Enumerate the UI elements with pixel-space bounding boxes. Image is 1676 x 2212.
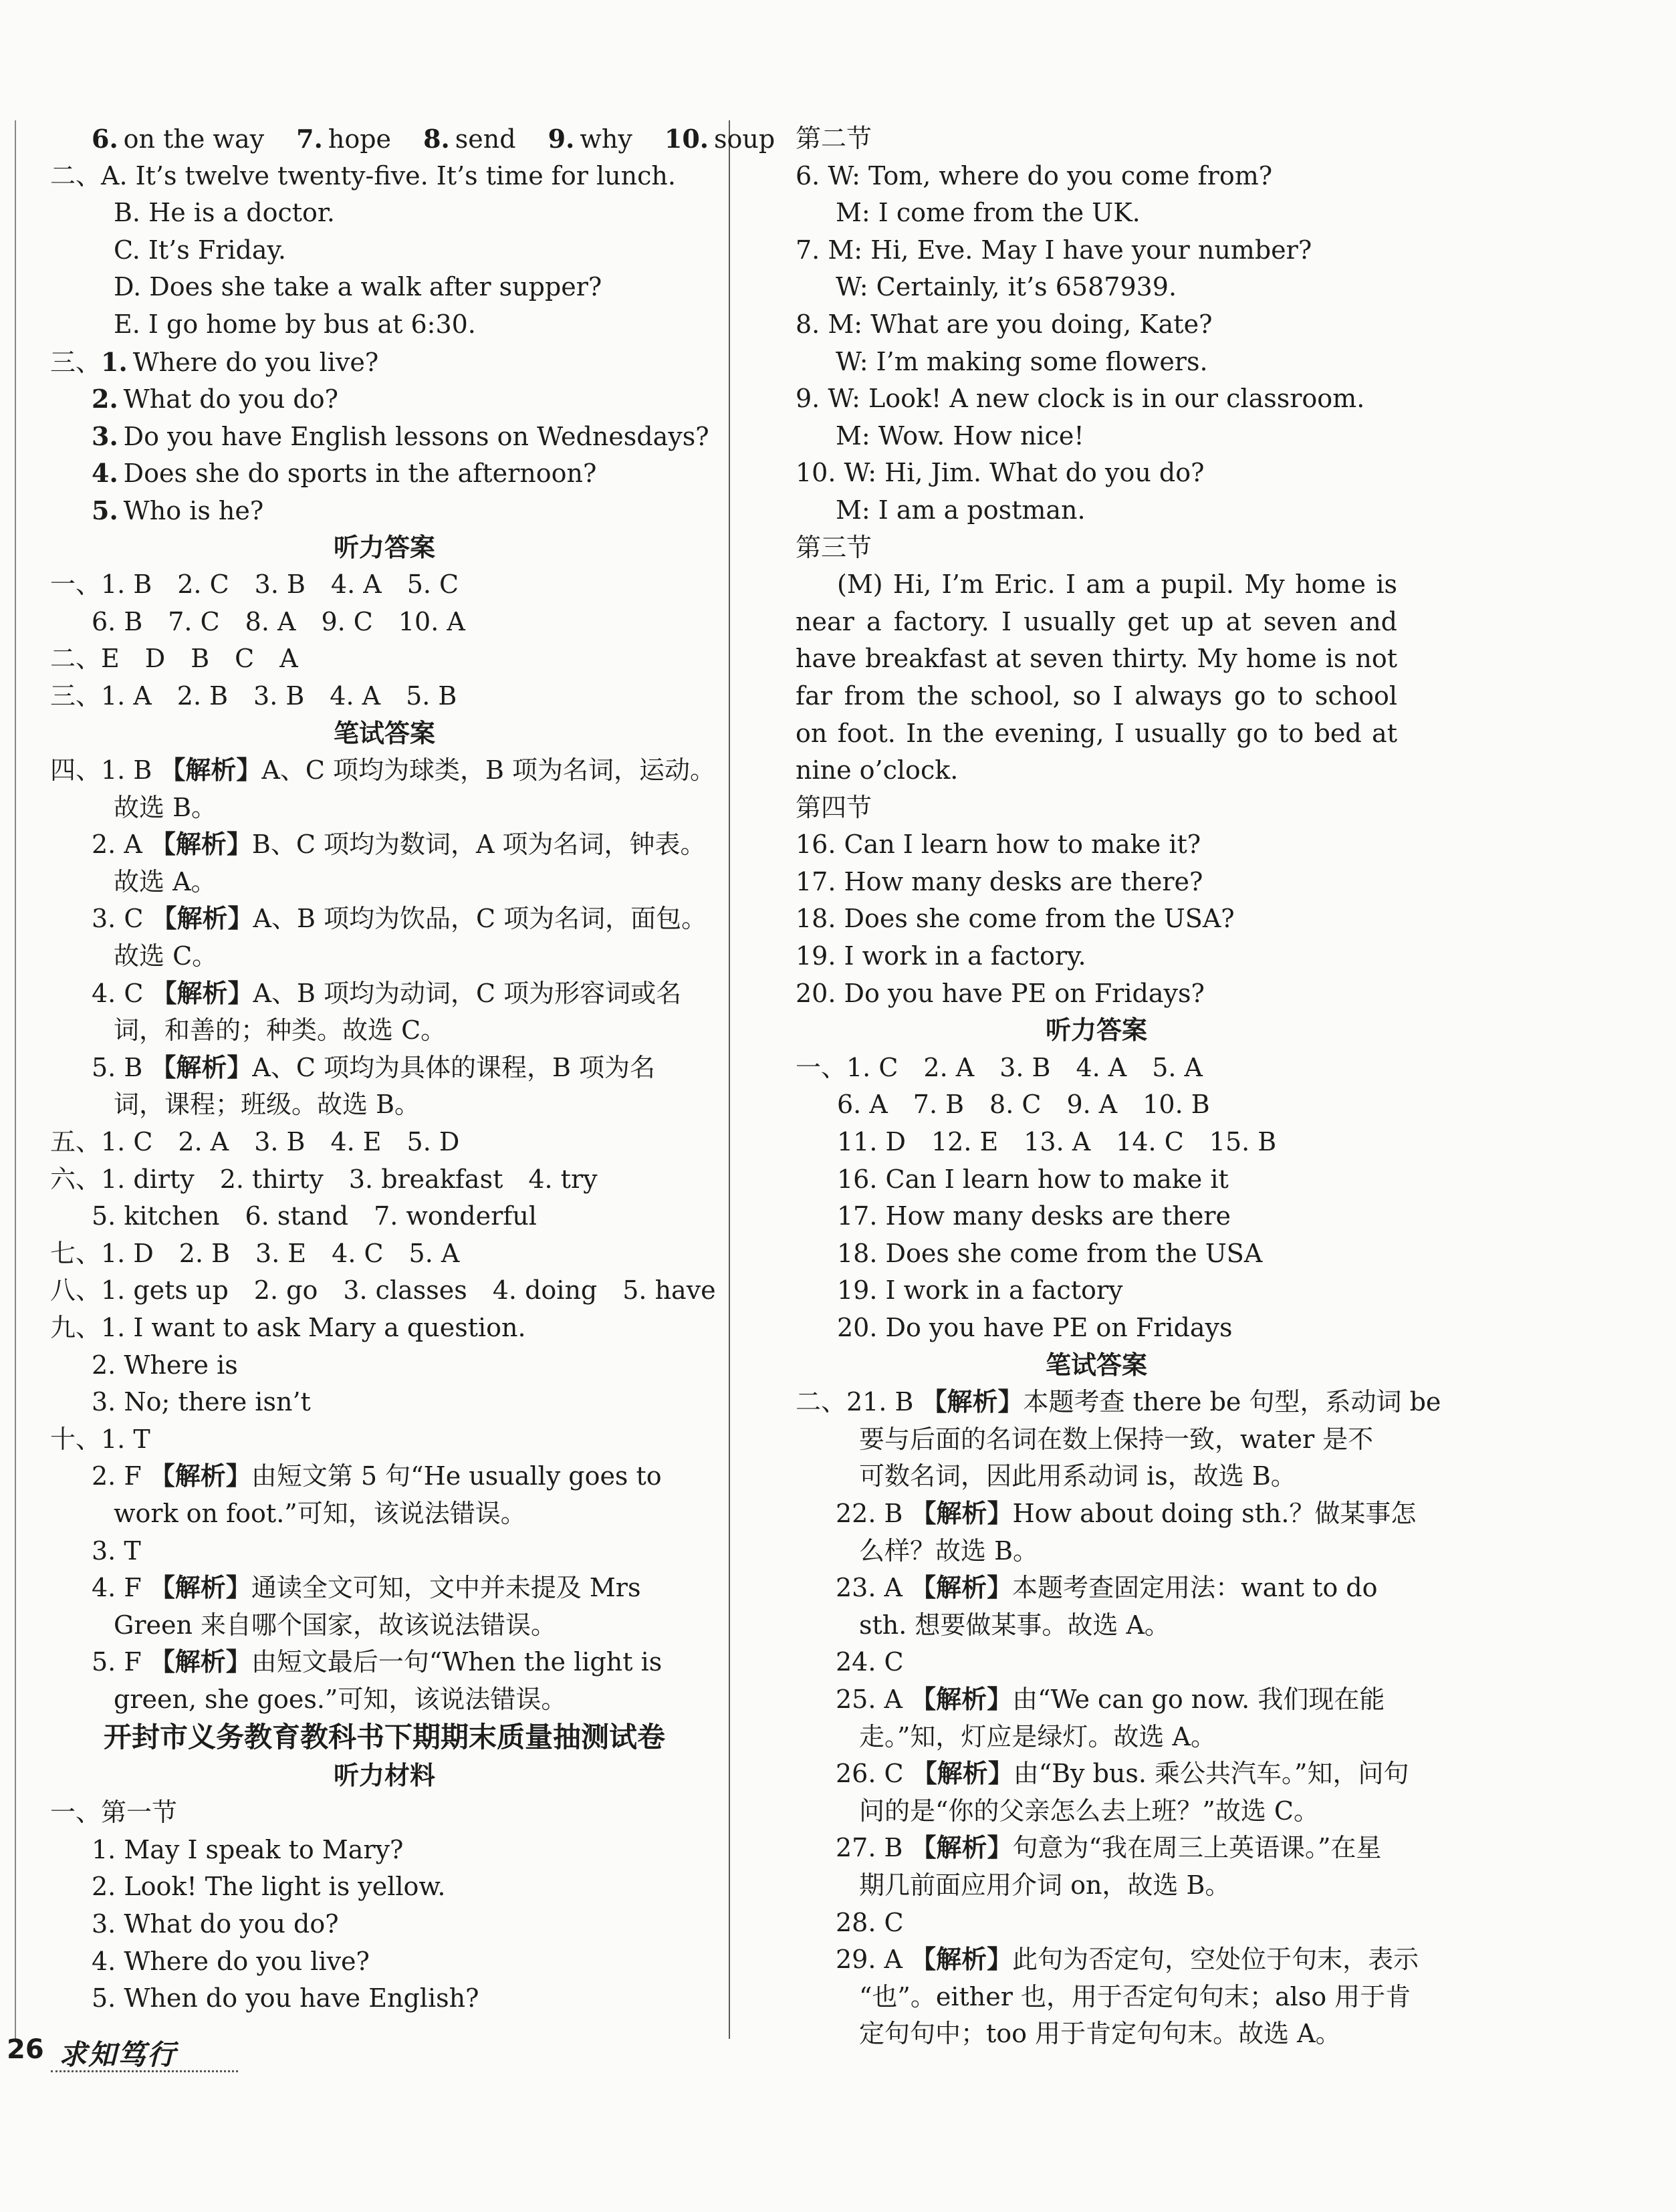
answer-line: B. He is a doctor.: [114, 198, 335, 228]
answer-line: 可数名词，因此用系动词 is，故选 B。: [859, 1461, 1296, 1491]
answer-line: 5. kitchen 6. stand 7. wonderful: [92, 1201, 537, 1231]
answer-line: 故选 B。: [114, 792, 217, 822]
answer-line: 5. F 【解析】由短文最后一句“When the light is: [92, 1647, 663, 1677]
answer-line: 24. C: [836, 1647, 904, 1677]
answer-line: 四、1. B 【解析】A、C 项均为球类，B 项为名词，运动。: [50, 755, 715, 785]
answer-line: 3. What do you do?: [92, 1909, 339, 1939]
answer-line: 22. B 【解析】How about doing sth.？做某事怎: [836, 1498, 1417, 1528]
answer-line: 二、21. B 【解析】本题考查 there be 句型，系动词 be: [796, 1387, 1441, 1417]
answer-line: 二、A. It’s twelve twenty-five. It’s time for lunch.: [50, 160, 676, 191]
answer-line: 6. B 7. C 8. A 9. C 10. A: [92, 606, 465, 636]
answer-line: 期几前面应用介词 on，故选 B。: [859, 1870, 1231, 1900]
answer-line: 4. Where do you live?: [92, 1946, 370, 1976]
section-heading: 笔试答案: [1045, 1350, 1147, 1380]
answer-line: 二、E D B C A: [50, 644, 298, 674]
answer-line: 七、1. D 2. B 3. E 4. C 5. A: [50, 1238, 460, 1268]
answer-line: Green 来自哪个国家，故该说法错误。: [114, 1610, 557, 1640]
answer-line: M: I am a postman.: [836, 495, 1086, 525]
answer-line: 29. A 【解析】此句为否定句，空处位于句末，表示: [836, 1945, 1419, 1975]
answer-line: 八、1. gets up 2. go 3. classes 4. doing 5. have: [50, 1275, 716, 1306]
answer-line: 5. Who is he?: [92, 495, 264, 525]
page-footer: [7, 2029, 247, 2082]
answer-line: 2. What do you do?: [92, 384, 338, 414]
section-label: 第四节: [796, 792, 872, 822]
answer-line: 2. Look! The light is yellow.: [92, 1872, 446, 1902]
answer-line: 2. A 【解析】B、C 项均为数词，A 项为名词，钟表。: [92, 830, 706, 860]
answer-line: 6. A 7. B 8. C 9. A 10. B: [837, 1090, 1210, 1120]
answer-line: E. I go home by bus at 6:30.: [114, 309, 476, 339]
answer-line: 5. B 【解析】A、C 项均为具体的课程，B 项为名: [92, 1052, 655, 1082]
answer-line: 2. Where is: [92, 1350, 238, 1380]
answer-line: 故选 A。: [114, 866, 217, 896]
section-heading: 听力材料: [333, 1760, 435, 1790]
answer-line: 17. How many desks are there?: [796, 866, 1203, 896]
answer-line: 词，课程；班级。故选 B。: [114, 1090, 421, 1120]
answer-line: W: I’m making some flowers.: [836, 346, 1208, 376]
answer-line: 18. Does she come from the USA: [837, 1238, 1263, 1268]
page-number: 26: [7, 2034, 44, 2065]
right-column: [796, 120, 1441, 2053]
answer-line: 一、第一节: [50, 1798, 178, 1828]
answer-line: “也”。either 也，用于否定句句末；also 用于肯: [859, 1981, 1411, 2011]
left-column: [50, 120, 775, 2017]
answer-line: 一、1. B 2. C 3. B 4. A 5. C: [50, 570, 459, 600]
answer-line: 九、1. I want to ask Mary a question.: [50, 1313, 526, 1342]
answer-line: 要与后面的名词在数上保持一致，water 是不: [859, 1424, 1374, 1454]
answer-line: 23. A 【解析】本题考查固定用法：want to do: [836, 1573, 1378, 1603]
footer-dotted-rule: [51, 2070, 238, 2072]
answer-line: 19. I work in a factory.: [796, 941, 1086, 971]
answer-line: 26. C 【解析】由“By bus. 乘公共汽车。”知，问句: [836, 1759, 1409, 1789]
answer-line: 4. Does she do sports in the afternoon?: [92, 458, 597, 489]
answer-line: 11. D 12. E 13. A 14. C 15. B: [837, 1127, 1277, 1157]
section-label: 第三节: [796, 532, 872, 562]
answer-line: 20. Do you have PE on Fridays: [837, 1313, 1233, 1342]
answer-line: 1. May I speak to Mary?: [92, 1834, 404, 1864]
left-margin-rule: [15, 120, 16, 2039]
answer-line: 定句句中；too 用于肯定句句末。故选 A。: [859, 2019, 1341, 2049]
answer-line: 3. No; there isn’t: [92, 1387, 311, 1417]
answer-line: 4. F 【解析】通读全文可知，文中并未提及 Mrs: [92, 1573, 641, 1603]
answer-line: 十、1. T: [50, 1424, 150, 1454]
column-divider: [729, 120, 730, 2039]
answer-line: 故选 C。: [114, 941, 218, 971]
answer-line: work on foot.”可知，该说法错误。: [114, 1498, 526, 1528]
section-heading: 听力答案: [1045, 1015, 1147, 1046]
answer-line: C. It’s Friday.: [114, 235, 286, 265]
listening-passage: (M) Hi, I’m Eric. I am a pupil. My home is near a factory. I usually get up at seven and have breakfast at seven thirty. My home is not far from the school, so I always go to school on foot. In the evening, I usually go to bed at nine o’clock.: [796, 570, 1397, 785]
answer-line: 一、1. C 2. A 3. B 4. A 5. A: [796, 1052, 1203, 1082]
answer-line: 问的是“你的父亲怎么去上班？”故选 C。: [859, 1796, 1320, 1826]
answer-line: 4. C 【解析】A、B 项均为动词，C 项为形容词或名: [92, 978, 682, 1008]
answer-line: 六、1. dirty 2. thirty 3. breakfast 4. try: [50, 1164, 598, 1194]
answer-line: 3. C 【解析】A、B 项均为饮品，C 项为名词，面包。: [92, 904, 707, 934]
answer-line: 20. Do you have PE on Fridays?: [796, 978, 1205, 1008]
answer-line: 词，和善的；种类。故选 C。: [114, 1015, 447, 1046]
answer-line: 3. T: [92, 1535, 141, 1566]
section-heading: 听力答案: [333, 532, 435, 562]
answer-line: 7. M: Hi, Eve. May I have your number?: [796, 235, 1312, 265]
section-label: 第二节: [796, 124, 872, 153]
exam-title: 开封市义务教育教科书下期期末质量抽测试卷: [103, 1720, 665, 1753]
answer-line: 6. on the way 7. hope 8. send 9. why 10. soup: [92, 124, 775, 154]
answer-line: 17. How many desks are there: [837, 1201, 1231, 1231]
answer-line: 10. W: Hi, Jim. What do you do?: [796, 458, 1205, 488]
section-heading: 笔试答案: [333, 718, 435, 748]
answer-line: 18. Does she come from the USA?: [796, 904, 1235, 934]
answer-line: 3. Do you have English lessons on Wednesdays?: [92, 420, 709, 451]
answer-line: 2. F 【解析】由短文第 5 句“He usually goes to: [92, 1461, 662, 1491]
brand-logo: 求知笃行: [59, 2038, 177, 2071]
answer-line: 6. W: Tom, where do you come from?: [796, 160, 1273, 191]
answer-line: 27. B 【解析】句意为“我在周三上英语课。”在星: [836, 1833, 1382, 1863]
answer-line: 25. A 【解析】由“We can go now. 我们现在能: [836, 1684, 1385, 1714]
answer-line: sth. 想要做某事。故选 A。: [859, 1610, 1170, 1640]
answer-line: 三、1. Where do you live?: [50, 346, 379, 377]
answer-line: 16. Can I learn how to make it?: [796, 830, 1201, 860]
answer-line: M: Wow. How nice!: [836, 420, 1084, 451]
answer-line: 五、1. C 2. A 3. B 4. E 5. D: [50, 1127, 460, 1157]
answer-line: 5. When do you have English?: [92, 1983, 479, 2013]
answer-line: green, she goes.”可知，该说法错误。: [114, 1684, 567, 1714]
answer-line: 走。”知，灯应是绿灯。故选 A。: [859, 1721, 1216, 1751]
answer-line: 三、1. A 2. B 3. B 4. A 5. B: [50, 681, 457, 711]
answer-line: 19. I work in a factory: [837, 1275, 1123, 1306]
answer-line: W: Certainly, it’s 6587939.: [836, 272, 1177, 302]
answer-line: 9. W: Look! A new clock is in our classroom.: [796, 384, 1365, 414]
answer-line: 16. Can I learn how to make it: [837, 1164, 1229, 1194]
answer-line: 28. C: [836, 1907, 904, 1937]
answer-line: 8. M: What are you doing, Kate?: [796, 309, 1213, 339]
answer-line: 么样？故选 B。: [859, 1535, 1039, 1566]
answer-line: M: I come from the UK.: [836, 198, 1141, 228]
answer-line: D. Does she take a walk after supper?: [114, 272, 602, 302]
